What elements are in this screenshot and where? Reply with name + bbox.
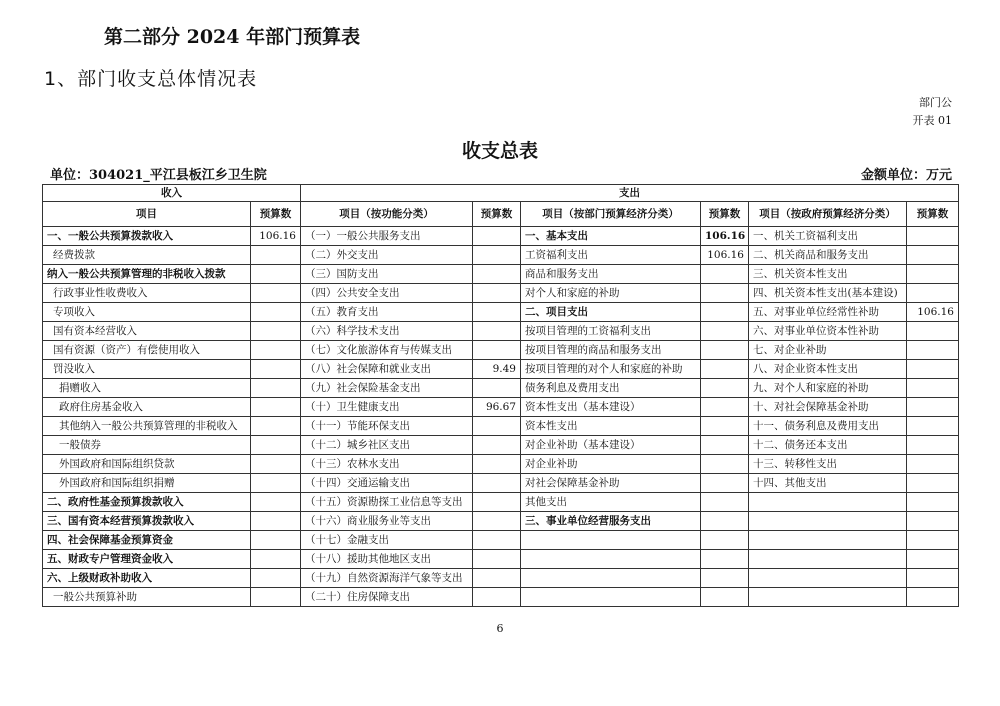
table-row bbox=[43, 379, 959, 398]
gov-econ-amount-cell bbox=[907, 284, 959, 303]
gov-econ-item-cell: 十二、债务还本支出 bbox=[749, 436, 907, 455]
income-item-cell: 经费拨款 bbox=[43, 246, 251, 265]
table-row bbox=[43, 322, 959, 341]
table-row bbox=[43, 341, 959, 360]
gov-econ-amount-cell bbox=[907, 322, 959, 341]
functional-item-cell: （十二）城乡社区支出 bbox=[301, 436, 473, 455]
dept-econ-amount-cell bbox=[701, 360, 749, 379]
dept-econ-amount-cell bbox=[701, 455, 749, 474]
gov-econ-amount-cell bbox=[907, 246, 959, 265]
gov-econ-item-cell: 十一、债务利息及费用支出 bbox=[749, 417, 907, 436]
dept-econ-amount-cell bbox=[701, 550, 749, 569]
gov-econ-amount-cell bbox=[907, 398, 959, 417]
expense-group-header: 支出 bbox=[301, 185, 959, 202]
income-item-cell: 纳入一般公共预算管理的非税收入拨款 bbox=[43, 265, 251, 284]
functional-amount-cell bbox=[473, 493, 521, 512]
gov-econ-amount-cell bbox=[907, 436, 959, 455]
income-amount-cell bbox=[251, 512, 301, 531]
gov-econ-amount-cell bbox=[907, 360, 959, 379]
income-item-cell: 专项收入 bbox=[43, 303, 251, 322]
functional-item-cell: （十三）农林水支出 bbox=[301, 455, 473, 474]
column-header-row bbox=[43, 202, 959, 227]
dept-econ-item-cell: 资本性支出 bbox=[521, 417, 701, 436]
functional-item-cell: （十四）交通运输支出 bbox=[301, 474, 473, 493]
col-header-income-amount: 预算数 bbox=[251, 202, 301, 227]
functional-amount-cell bbox=[473, 512, 521, 531]
gov-econ-item-cell: 八、对企业资本性支出 bbox=[749, 360, 907, 379]
income-amount-cell bbox=[251, 436, 301, 455]
gov-econ-item-cell bbox=[749, 550, 907, 569]
amount-unit: 金额单位：万元 bbox=[860, 168, 952, 183]
table-ref-line1: 部门公 bbox=[919, 96, 952, 109]
gov-econ-amount-cell bbox=[907, 588, 959, 607]
table-row bbox=[43, 550, 959, 569]
income-item-cell: 国有资源（资产）有偿使用收入 bbox=[43, 341, 251, 360]
functional-item-cell: （十六）商业服务业等支出 bbox=[301, 512, 473, 531]
gov-econ-amount-cell bbox=[907, 265, 959, 284]
functional-item-cell: （三）国防支出 bbox=[301, 265, 473, 284]
income-amount-cell bbox=[251, 284, 301, 303]
page-number: 6 bbox=[496, 622, 504, 635]
functional-amount-cell bbox=[473, 227, 521, 246]
functional-item-cell: （一）一般公共服务支出 bbox=[301, 227, 473, 246]
dept-econ-item-cell: 工资福利支出 bbox=[521, 246, 701, 265]
functional-item-cell: （五）教育支出 bbox=[301, 303, 473, 322]
gov-econ-item-cell bbox=[749, 512, 907, 531]
functional-amount-cell: 9.49 bbox=[473, 360, 521, 379]
income-item-cell: 一般债券 bbox=[43, 436, 251, 455]
dept-econ-amount-cell bbox=[701, 303, 749, 322]
functional-amount-cell bbox=[473, 246, 521, 265]
dept-econ-item-cell: 按项目管理的商品和服务支出 bbox=[521, 341, 701, 360]
gov-econ-item-cell: 十四、其他支出 bbox=[749, 474, 907, 493]
section-title: 1、部门收支总体情况表 bbox=[44, 68, 258, 90]
col-header-gov-econ-item: 项目（按政府预算经济分类） bbox=[749, 202, 907, 227]
gov-econ-item-cell bbox=[749, 569, 907, 588]
dept-econ-item-cell: 其他支出 bbox=[521, 493, 701, 512]
table-row bbox=[43, 493, 959, 512]
gov-econ-amount-cell bbox=[907, 550, 959, 569]
income-amount-cell bbox=[251, 531, 301, 550]
unit-organization: 单位：304021_平江县板江乡卫生院 bbox=[50, 168, 267, 183]
table-row bbox=[43, 512, 959, 531]
functional-amount-cell bbox=[473, 531, 521, 550]
income-amount-cell bbox=[251, 379, 301, 398]
income-item-cell: 政府住房基金收入 bbox=[43, 398, 251, 417]
dept-econ-amount-cell: 106.16 bbox=[701, 246, 749, 265]
income-amount-cell bbox=[251, 246, 301, 265]
table-row bbox=[43, 284, 959, 303]
dept-econ-item-cell: 按项目管理的对个人和家庭的补助 bbox=[521, 360, 701, 379]
functional-amount-cell bbox=[473, 322, 521, 341]
dept-econ-item-cell: 三、事业单位经营服务支出 bbox=[521, 512, 701, 531]
table-row bbox=[43, 436, 959, 455]
dept-econ-amount-cell bbox=[701, 341, 749, 360]
dept-econ-item-cell bbox=[521, 550, 701, 569]
income-item-cell: 外国政府和国际组织贷款 bbox=[43, 455, 251, 474]
col-header-dept-econ-amount: 预算数 bbox=[701, 202, 749, 227]
functional-item-cell: （十）卫生健康支出 bbox=[301, 398, 473, 417]
income-amount-cell bbox=[251, 588, 301, 607]
dept-econ-amount-cell bbox=[701, 322, 749, 341]
dept-econ-amount-cell bbox=[701, 531, 749, 550]
gov-econ-item-cell: 十三、转移性支出 bbox=[749, 455, 907, 474]
income-item-cell: 六、上级财政补助收入 bbox=[43, 569, 251, 588]
functional-item-cell: （七）文化旅游体育与传媒支出 bbox=[301, 341, 473, 360]
dept-econ-amount-cell bbox=[701, 265, 749, 284]
functional-amount-cell bbox=[473, 417, 521, 436]
income-item-cell: 四、社会保障基金预算资金 bbox=[43, 531, 251, 550]
gov-econ-item-cell: 四、机关资本性支出(基本建设) bbox=[749, 284, 907, 303]
functional-amount-cell bbox=[473, 455, 521, 474]
income-amount-cell bbox=[251, 550, 301, 569]
functional-item-cell: （十八）援助其他地区支出 bbox=[301, 550, 473, 569]
income-amount-cell bbox=[251, 360, 301, 379]
income-amount-cell bbox=[251, 417, 301, 436]
dept-econ-item-cell bbox=[521, 588, 701, 607]
income-amount-cell bbox=[251, 341, 301, 360]
income-item-cell: 罚没收入 bbox=[43, 360, 251, 379]
functional-amount-cell bbox=[473, 569, 521, 588]
dept-econ-item-cell: 按项目管理的工资福利支出 bbox=[521, 322, 701, 341]
functional-amount-cell bbox=[473, 303, 521, 322]
gov-econ-amount-cell bbox=[907, 341, 959, 360]
income-amount-cell bbox=[251, 398, 301, 417]
part-title: 第二部分 2024 年部门预算表 bbox=[104, 26, 361, 48]
income-item-cell: 国有资本经营收入 bbox=[43, 322, 251, 341]
functional-item-cell: （十七）金融支出 bbox=[301, 531, 473, 550]
table-row bbox=[43, 265, 959, 284]
functional-amount-cell: 96.67 bbox=[473, 398, 521, 417]
dept-econ-amount-cell bbox=[701, 493, 749, 512]
functional-item-cell: （十九）自然资源海洋气象等支出 bbox=[301, 569, 473, 588]
table-row bbox=[43, 531, 959, 550]
functional-amount-cell bbox=[473, 550, 521, 569]
dept-econ-amount-cell bbox=[701, 569, 749, 588]
dept-econ-item-cell: 一、基本支出 bbox=[521, 227, 701, 246]
table-row bbox=[43, 455, 959, 474]
gov-econ-amount-cell bbox=[907, 227, 959, 246]
income-item-cell: 一、一般公共预算拨款收入 bbox=[43, 227, 251, 246]
table-row bbox=[43, 398, 959, 417]
income-item-cell: 一般公共预算补助 bbox=[43, 588, 251, 607]
functional-amount-cell bbox=[473, 341, 521, 360]
gov-econ-amount-cell bbox=[907, 379, 959, 398]
income-item-cell: 捐赠收入 bbox=[43, 379, 251, 398]
functional-amount-cell bbox=[473, 436, 521, 455]
table-ref-line2: 开表 01 bbox=[912, 114, 952, 127]
gov-econ-item-cell bbox=[749, 588, 907, 607]
dept-econ-item-cell: 资本性支出（基本建设） bbox=[521, 398, 701, 417]
gov-econ-amount-cell bbox=[907, 417, 959, 436]
dept-econ-amount-cell bbox=[701, 284, 749, 303]
gov-econ-item-cell: 二、机关商品和服务支出 bbox=[749, 246, 907, 265]
dept-econ-amount-cell bbox=[701, 512, 749, 531]
dept-econ-item-cell: 商品和服务支出 bbox=[521, 265, 701, 284]
dept-econ-amount-cell bbox=[701, 379, 749, 398]
income-group-header: 收入 bbox=[43, 185, 301, 202]
functional-item-cell: （二）外交支出 bbox=[301, 246, 473, 265]
gov-econ-amount-cell bbox=[907, 493, 959, 512]
income-item-cell: 三、国有资本经营预算拨款收入 bbox=[43, 512, 251, 531]
table-title: 收支总表 bbox=[461, 140, 538, 162]
dept-econ-amount-cell: 106.16 bbox=[701, 227, 749, 246]
table-row bbox=[43, 246, 959, 265]
gov-econ-item-cell bbox=[749, 493, 907, 512]
table-row bbox=[43, 360, 959, 379]
gov-econ-item-cell: 五、对事业单位经常性补助 bbox=[749, 303, 907, 322]
gov-econ-item-cell bbox=[749, 531, 907, 550]
functional-amount-cell bbox=[473, 265, 521, 284]
income-amount-cell bbox=[251, 569, 301, 588]
income-item-cell: 二、政府性基金预算拨款收入 bbox=[43, 493, 251, 512]
income-amount-cell bbox=[251, 265, 301, 284]
col-header-income-item: 项目 bbox=[43, 202, 251, 227]
gov-econ-amount-cell bbox=[907, 512, 959, 531]
dept-econ-item-cell: 对个人和家庭的补助 bbox=[521, 284, 701, 303]
gov-econ-item-cell: 十、对社会保障基金补助 bbox=[749, 398, 907, 417]
income-item-cell: 行政事业性收费收入 bbox=[43, 284, 251, 303]
gov-econ-amount-cell: 106.16 bbox=[907, 303, 959, 322]
table-row bbox=[43, 417, 959, 436]
gov-econ-amount-cell bbox=[907, 474, 959, 493]
income-amount-cell: 106.16 bbox=[251, 227, 301, 246]
col-header-gov-econ-amount: 预算数 bbox=[907, 202, 959, 227]
income-amount-cell bbox=[251, 493, 301, 512]
table-row bbox=[43, 588, 959, 607]
col-header-functional-item: 项目（按功能分类） bbox=[301, 202, 473, 227]
gov-econ-amount-cell bbox=[907, 569, 959, 588]
functional-item-cell: （九）社会保险基金支出 bbox=[301, 379, 473, 398]
dept-econ-amount-cell bbox=[701, 417, 749, 436]
functional-item-cell: （十一）节能环保支出 bbox=[301, 417, 473, 436]
group-header-row bbox=[43, 185, 959, 202]
dept-econ-amount-cell bbox=[701, 474, 749, 493]
functional-amount-cell bbox=[473, 588, 521, 607]
functional-item-cell: （四）公共安全支出 bbox=[301, 284, 473, 303]
dept-econ-item-cell: 对企业补助 bbox=[521, 455, 701, 474]
table-row bbox=[43, 569, 959, 588]
dept-econ-item-cell: 二、项目支出 bbox=[521, 303, 701, 322]
table-row bbox=[43, 303, 959, 322]
functional-item-cell: （八）社会保障和就业支出 bbox=[301, 360, 473, 379]
dept-econ-item-cell: 对企业补助（基本建设） bbox=[521, 436, 701, 455]
gov-econ-item-cell: 三、机关资本性支出 bbox=[749, 265, 907, 284]
income-amount-cell bbox=[251, 322, 301, 341]
functional-amount-cell bbox=[473, 474, 521, 493]
functional-amount-cell bbox=[473, 284, 521, 303]
gov-econ-amount-cell bbox=[907, 531, 959, 550]
table-row bbox=[43, 474, 959, 493]
income-amount-cell bbox=[251, 474, 301, 493]
dept-econ-item-cell bbox=[521, 569, 701, 588]
income-item-cell: 外国政府和国际组织捐赠 bbox=[43, 474, 251, 493]
gov-econ-amount-cell bbox=[907, 455, 959, 474]
functional-item-cell: （十五）资源勘探工业信息等支出 bbox=[301, 493, 473, 512]
col-header-dept-econ-item: 项目（按部门预算经济分类） bbox=[521, 202, 701, 227]
dept-econ-amount-cell bbox=[701, 436, 749, 455]
budget-summary-table bbox=[42, 184, 959, 607]
gov-econ-item-cell: 九、对个人和家庭的补助 bbox=[749, 379, 907, 398]
income-amount-cell bbox=[251, 455, 301, 474]
dept-econ-item-cell bbox=[521, 531, 701, 550]
dept-econ-item-cell: 债务利息及费用支出 bbox=[521, 379, 701, 398]
functional-amount-cell bbox=[473, 379, 521, 398]
table-row bbox=[43, 227, 959, 246]
dept-econ-amount-cell bbox=[701, 588, 749, 607]
gov-econ-item-cell: 七、对企业补助 bbox=[749, 341, 907, 360]
income-item-cell: 其他纳入一般公共预算管理的非税收入 bbox=[43, 417, 251, 436]
functional-item-cell: （二十）住房保障支出 bbox=[301, 588, 473, 607]
dept-econ-item-cell: 对社会保障基金补助 bbox=[521, 474, 701, 493]
gov-econ-item-cell: 一、机关工资福利支出 bbox=[749, 227, 907, 246]
income-amount-cell bbox=[251, 303, 301, 322]
income-item-cell: 五、财政专户管理资金收入 bbox=[43, 550, 251, 569]
col-header-functional-amount: 预算数 bbox=[473, 202, 521, 227]
dept-econ-amount-cell bbox=[701, 398, 749, 417]
gov-econ-item-cell: 六、对事业单位资本性补助 bbox=[749, 322, 907, 341]
functional-item-cell: （六）科学技术支出 bbox=[301, 322, 473, 341]
